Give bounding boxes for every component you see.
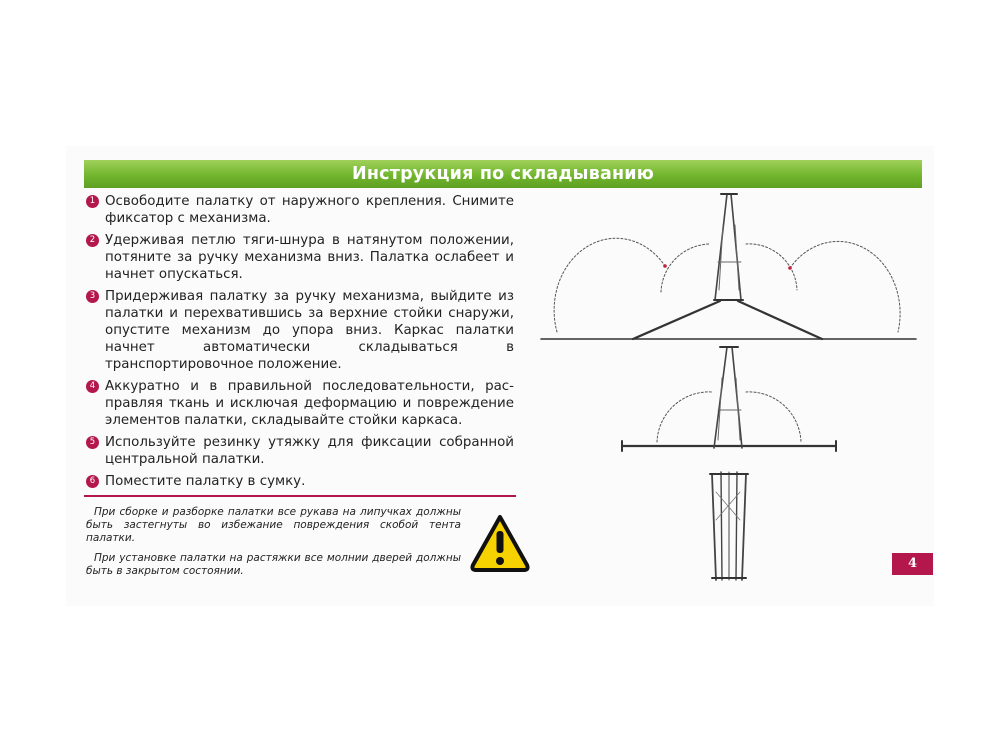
step-item [86,434,514,468]
step-item [86,378,514,429]
page-number: 4 [892,553,933,575]
step-text: Освободите палатку от наружного крепления. Снимите фиксатор с механизма. [105,194,514,226]
step-number-badge: 6 [86,475,99,488]
diagram-step-1 [541,194,916,339]
page-title: Инструкция по складыванию [84,160,922,188]
step-text: Придерживая палатку за ручку механизма, выйдите из палатки и перехватившись за верхние стойки снаружи, опустите механизм до упора вниз. Каркас палатки начнет автоматически складываться в транспортировочное положение. [105,289,514,372]
warning-triangle-icon [469,513,531,575]
step-text: Аккуратно и в правильной последовательности, расправляя ткань и исключая деформацию и повреждение элементов палатки, складывайте стойки каркаса. [105,379,514,428]
step-number-badge: 2 [86,234,99,247]
step-item [86,232,514,283]
steps-list [86,193,514,495]
step-text: Удерживая петлю тяги-шнура в натянутом положении, потяните за ручку механизма вниз. Палатка ослабеет и начнет опускаться. [105,233,514,282]
note-velcro-sleeves: При сборке и разборке палатки все рукава на липучках должны быть застегнуты во избежание повреждения скобой тента палатки. [86,506,461,544]
diagram-step-3 [710,472,748,580]
diagram-step-2 [622,347,836,451]
step-text: Используйте резинку утяжку для фиксации собранной центральной палатки. [105,435,514,467]
step-item [86,288,514,373]
notes-block [86,506,461,585]
folding-diagram [530,185,925,590]
note-door-zippers: При установке палатки на растяжки все молнии дверей должны быть в закрытом состоянии. [86,552,461,577]
section-divider [84,495,516,497]
step-item [86,193,514,227]
step-item [86,473,514,490]
step-number-badge: 5 [86,436,99,449]
step-text: Поместите палатку в сумку. [105,474,306,489]
step-number-badge: 3 [86,290,99,303]
step-number-badge: 4 [86,380,99,393]
step-number-badge: 1 [86,195,99,208]
